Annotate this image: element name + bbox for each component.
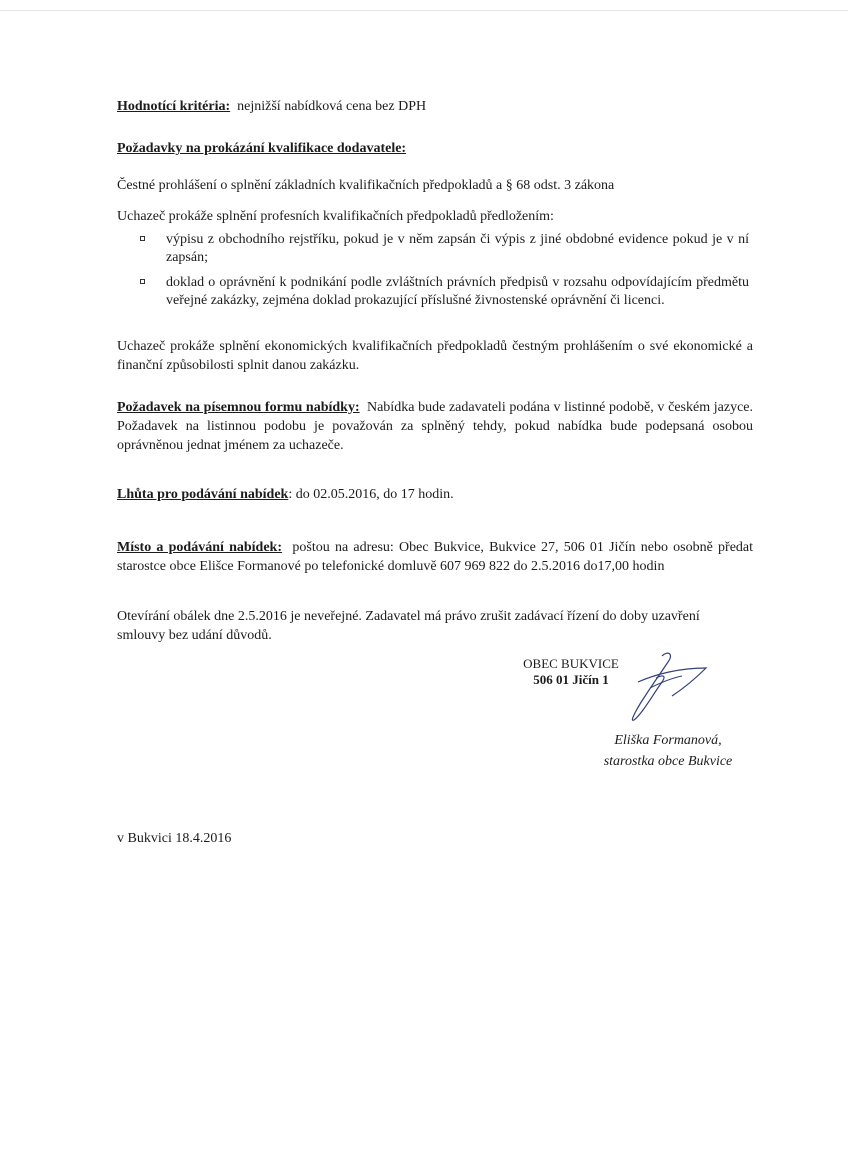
place-label: Místo a podávání nabídek:	[117, 540, 282, 555]
stamp-line2: 506 01 Jičín 1	[533, 672, 609, 687]
place-paragraph	[117, 538, 753, 576]
square-bullet-icon	[140, 279, 145, 284]
qualification-heading-text: Požadavky na prokázání kvalifikace dodavatele:	[117, 141, 407, 156]
deadline-label: Lhůta pro podávání nabídek	[117, 487, 289, 502]
qualification-heading	[117, 139, 753, 158]
signer-name: Eliška Formanová,	[614, 733, 722, 748]
form-text: Nabídka bude zadavateli podána v listinné podobě, v českém jazyce. Požadavek na listinnou podobu je považován za splněný tehdy, pokud nabídka bude podepsaná osobou oprávněnou jednat jménem za uchazeče.	[117, 400, 754, 453]
signer-block	[588, 730, 748, 772]
form-paragraph	[117, 398, 753, 455]
signer-role: starostka obce Bukvice	[603, 754, 733, 769]
qualification-list	[139, 231, 749, 314]
scan-edge-line	[0, 10, 848, 11]
form-label: Požadavek na písemnou formu nabídky:	[117, 400, 360, 415]
qualification-p3: Uchazeč prokáže splnění ekonomických kvalifikačních předpokladů čestným prohlášením o své ekonomické a finanční způsobilosti splnit danou zakázku.	[117, 339, 753, 373]
list-item: doklad o oprávnění k podnikání podle zvláštních právních předpisů v rozsahu odpovídajícím předmětu veřejné zakázky, zejména doklad prokazující příslušné živnostenské oprávnění či licenci.	[139, 274, 749, 310]
place-date: v Bukvici 18.4.2016	[117, 831, 232, 846]
place-text: poštou na adresu: Obec Bukvice, Bukvice 27, 506 01 Jičín nebo osobně předat starostce obce Elišce Formanové po telefonické domluvě 607 969 822 do 2.5.2016 do17,00 hodin	[117, 540, 754, 574]
square-bullet-icon	[140, 236, 145, 241]
criteria-label: Hodnotící kritéria:	[117, 99, 231, 114]
deadline-text: : do 02.05.2016, do 17 hodin.	[288, 487, 454, 502]
handwritten-signature	[610, 648, 720, 728]
qualification-p1: Čestné prohlášení o splnění základních kvalifikačních předpokladů a § 68 odst. 3 zákona	[117, 178, 615, 193]
stamp-line1: OBEC BUKVICE	[523, 656, 619, 671]
opening-paragraph: Otevírání obálek dne 2.5.2016 je neveřejné. Zadavatel má právo zrušit zadávací řízení do doby uzavření smlouvy bez udání důvodů.	[117, 609, 700, 643]
qualification-p2: Uchazeč prokáže splnění profesních kvalifikačních předpokladů předložením:	[117, 209, 554, 224]
deadline-line	[117, 485, 753, 504]
criteria-text: nejnižší nabídková cena bez DPH	[237, 99, 427, 114]
criteria-line	[117, 97, 753, 116]
list-item: výpisu z obchodního rejstříku, pokud je v něm zapsán či výpis z jiné obdobné evidence pokud je v ní zapsán;	[139, 231, 749, 267]
